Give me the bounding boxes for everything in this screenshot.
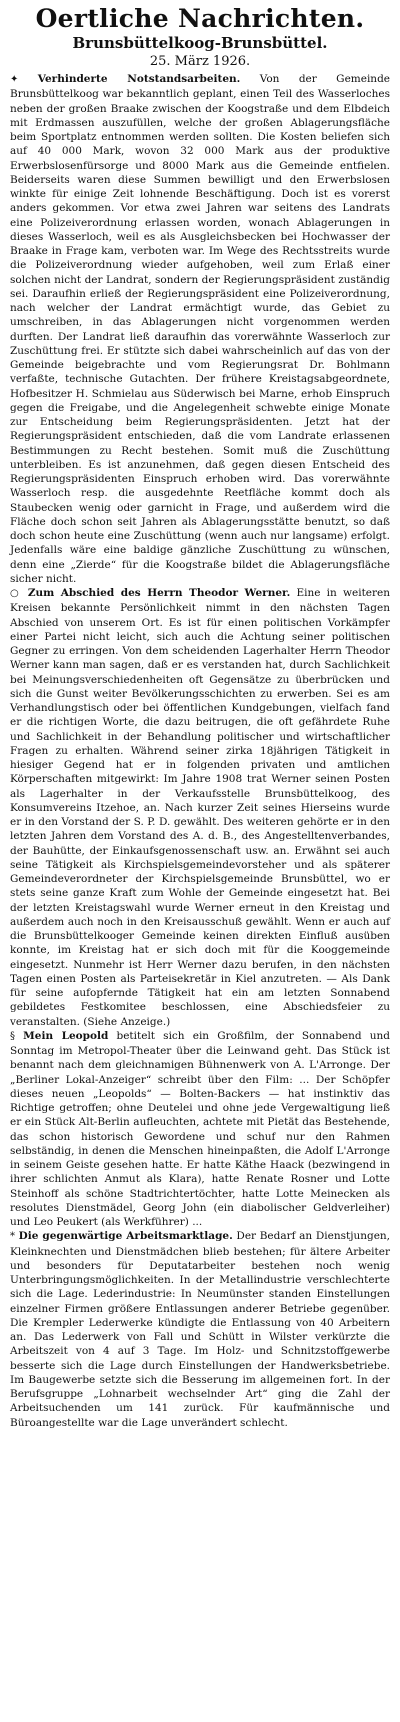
article-body: Eine in weiteren Kreisen bekannte Persönlichkeit nimmt in den nächsten Tagen Abschied von unserem Ort. Es ist für einen politischen Vorkämpfer einer Partei nicht leicht, sich auch die Achtung seiner politischen Gegner zu erringen. Von dem scheidenden Lagerhalter Herrn Theodor Werner kann man sagen, daß er es verstanden hat, durch Sachlichkeit bei Meinungsverschiedenheiten oft Gegensätze zu überbrücken und sich die Gunst weiter Bevölkerungsschichten zu erwerben. Sei es am Verhandlungstisch oder bei öffentlichen Kundgebungen, vielfach fand er die richtigen Worte, die dazu beitrugen, die oft gefährdete Ruhe und Sachlichkeit in der Behandlung politischer und wirtschaftlicher Fragen zu erhalten. Während seiner zirka 18jährigen Tätigkeit in hiesiger Gegend hat er in folgenden privaten und amtlichen Körperschaften mitgewirkt: Im Jahre 1908 trat Werner seinen Posten als Lagerhalter in der Verkaufsstelle Brunsbüttelkoog, des Konsumvereins Itzehoe, an. Nach kurzer Zeit seines Hierseins wurde er in den Vorstand der S. P. D. gewählt. Des weiteren gehörte er in den letzten Jahren dem Vorstand des A. d. B., des Angestelltenverbandes, der Bauhütte, der Einkaufsgenossenschaft usw. an. Erwähnt sei auch seine Tätigkeit als Kirchspielsgemeindevorsteher und als späterer Gemeindeverordneter der Kirchspielsgemeinde Brunsbüttel, wo er stets seine ganze Kraft zum Wohle der Gemeinde eingesetzt hat. Bei der letzten Kreistagswahl wurde Werner erneut in den Kreistag und außerdem auch noch in den Kreisausschuß gewählt. Wenn er auch auf die Brunsbüttelkooger Gemeinde keinen direkten Einfluß ausüben konnte, im Kreistag hat er sich doch mit für die Kooggemeinde eingesetzt. Nunmehr ist Herr Werner dazu berufen, in den nächsten Tagen einen Posten als Parteisekretär in Kiel anzutreten. — Als Dank für seine aufopfernde Tätigkeit hat ein am letzten Sonnabend gebildetes Festkomitee beschlossen, eine Abschiedsfeier zu veranstalten. (Siehe Anzeige.) <box>10 587 390 1028</box>
article-abschied-werner <box>10 586 390 1029</box>
ornament-marker: ○ <box>10 588 22 599</box>
article-notstandsarbeiten <box>10 72 390 586</box>
article-body: betitelt sich ein Großfilm, der Sonnabend und Sonntag im Metropol-Theater über die Leinwand geht. Das Stück ist benannt nach dem gleichnamigen Bühnenwerk von A. L'Arronge. Der „Berliner Lokal-Anzeiger“ schreibt über den Film: ... Der Schöpfer dieses neuen „Leopolds“ — Bolten-Backers — hat instinktiv das Richtige getroffen; ohne Deutelei und ohne jede Vergewaltigung ließ er ein Stück Alt-Berlin aufleuchten, achtete mit Pietät das Bestehende, das schon historisch Gewordene und schuf nur den Rahmen selbständig, in denen die Menschen hineinpaßten, die Adolf L'Arronge in seinem Geiste gesehen hatte. Er hatte Käthe Haack (bezwingend in ihrer schlichten Anmut als Klara), hatte Renate Rosner und Lotte Steinhoff als schöne Stadtrichtertöchter, hatte Lotte Meinecken als resolutes Dienstmädel, Georg John (ein diabolischer Geldverleiher) und Leo Peukert (als Werkführer) ... <box>10 1029 391 1228</box>
article-arbeitsmarktlage <box>10 1229 390 1430</box>
ornament-marker: ✦ <box>10 74 19 85</box>
article-headline: Zum Abschied des Herrn Theodor Werner. <box>27 587 291 599</box>
article-headline: Die gegenwärtige Arbeitsmarktlage. <box>18 1230 233 1243</box>
dateline: 25. März 1926. <box>149 54 251 69</box>
article-mein-leopold <box>10 1029 390 1230</box>
article-headline: Mein Leopold <box>23 1029 109 1042</box>
section-title: Oertliche Nachrichten. <box>35 4 365 33</box>
article-headline: Verhinderte Notstandsarbeiten. <box>37 73 241 85</box>
ornament-marker: * <box>10 1231 15 1243</box>
article-body: Von der Gemeinde Brunsbüttelkoog war bekanntlich geplant, einen Teil des Wasserloches neben der großen Braake zwischen der Koogstraße und dem Elbdeich mit Erdmassen auszufüllen, welche der großen Ablagerungsfläche beim Sportplatz entnommen werden sollten. Die Kosten beliefen sich auf 40 000 Mark, wovon 32 000 Mark aus der produktive Erwerbslosenfürsorge und 8000 Mark aus die Gemeinde entfielen. Beiderseits waren diese Summen bewilligt und den Erwerbslosen winkte für einige Zeit lohnende Beschäftigung. Doch ist es vorerst anders gekommen. Vor etwa zwei Jahren war seitens des Landrats eine Polizeiverordnung erlassen worden, wonach Ablagerungen in dieses Wasserloch, weil es als Ausgleichsbecken bei Hochwasser der Braake in Frage kam, verboten war. Im Wege des Rechtsstreits wurde die Polizeiverordnung wieder aufgehoben, weil zum Erlaß einer solchen nicht der Landrat, sondern der Regierungspräsident zuständig sei. Daraufhin erließ der Regierungspräsident eine Polizeiverordnung, nach welcher der Landrat ermächtigt wurde, das Gebiet zu umschreiben, in das Ablagerungen nicht vorgenommen werden durften. Der Landrat ließ daraufhin das vorerwähnte Wasserloch zur Zuschüttung frei. Er stützte sich dabei wahrscheinlich auf das von der Gemeinde beigebrachte und vom Regierungsrat Dr. Bohlmann verfaßte, technische Gutachten. Der frühere Kreistagsabgeordnete, Hofbesitzer H. Schmielau aus Süderwisch bei Marne, erhob Einspruch gegen die Freigabe, und die Angelegenheit schwebte einige Monate zur Entscheidung beim Regierungspräsidenten. Jetzt hat der Regierungspräsident entschieden, daß die vom Landrate erlassenen Bestimmungen zu Recht bestehen. Somit muß die Zuschüttung unterbleiben. Es ist anzunehmen, daß gegen diesen Entscheid des Regierungspräsidenten Einspruch erhoben wird. Das vorerwähnte Wasserloch resp. die ausgedehnte Reetfläche kommt doch als Staubecken wenig oder garnicht in Frage, und außerdem wird die Fläche doch schon seit Jahren als Ablagerungsstätte benutzt, so daß doch schon heute eine Zuschüttung (wenn auch nur langsame) erfolgt. Jedenfalls wäre eine baldige gänzliche Zuschüttung zu wünschen, denn eine „Zierde“ für die Koogstraße bildet die Ablagerungsfläche sicher nicht. <box>10 73 391 585</box>
article-body: Der Bedarf an Dienstjungen, Kleinknechten und Dienstmädchen blieb bestehen; für ältere Arbeiter und besonders für Deputatarbeiter bestehen noch wenig Unterbringungsmöglichkeiten. In der Metallindustrie verschlechterte sich die Lage. Lederindustrie: In Neumünster standen Einstellungen einzelner Firmen größere Entlassungen anderer Betriebe gegenüber. Die Krempler Lederwerke kündigte die Entlassung von 40 Arbeitern an. Das Lederwerk von Fall und Schütt in Wilster verkürzte die Arbeitszeit von 4 auf 3 Tage. Im Holz- und Schnitzstoffgewerbe besserte sich die Lage durch Einstellungen der Handwerksbetriebe. Im Baugewerbe setzte sich die Besserung im allgemeinen fort. In der Berufsgruppe „Lohnarbeit wechselnder Art“ ging die Zahl der Arbeitsuchenden um 141 zurück. Für kaufmännische und Büroangestellte war die Lage unverändert schlecht. <box>10 1230 391 1429</box>
ornament-marker: § <box>10 1030 15 1042</box>
locality-heading: Brunsbüttelkoog-Brunsbüttel. <box>72 34 328 52</box>
masthead <box>10 4 390 70</box>
